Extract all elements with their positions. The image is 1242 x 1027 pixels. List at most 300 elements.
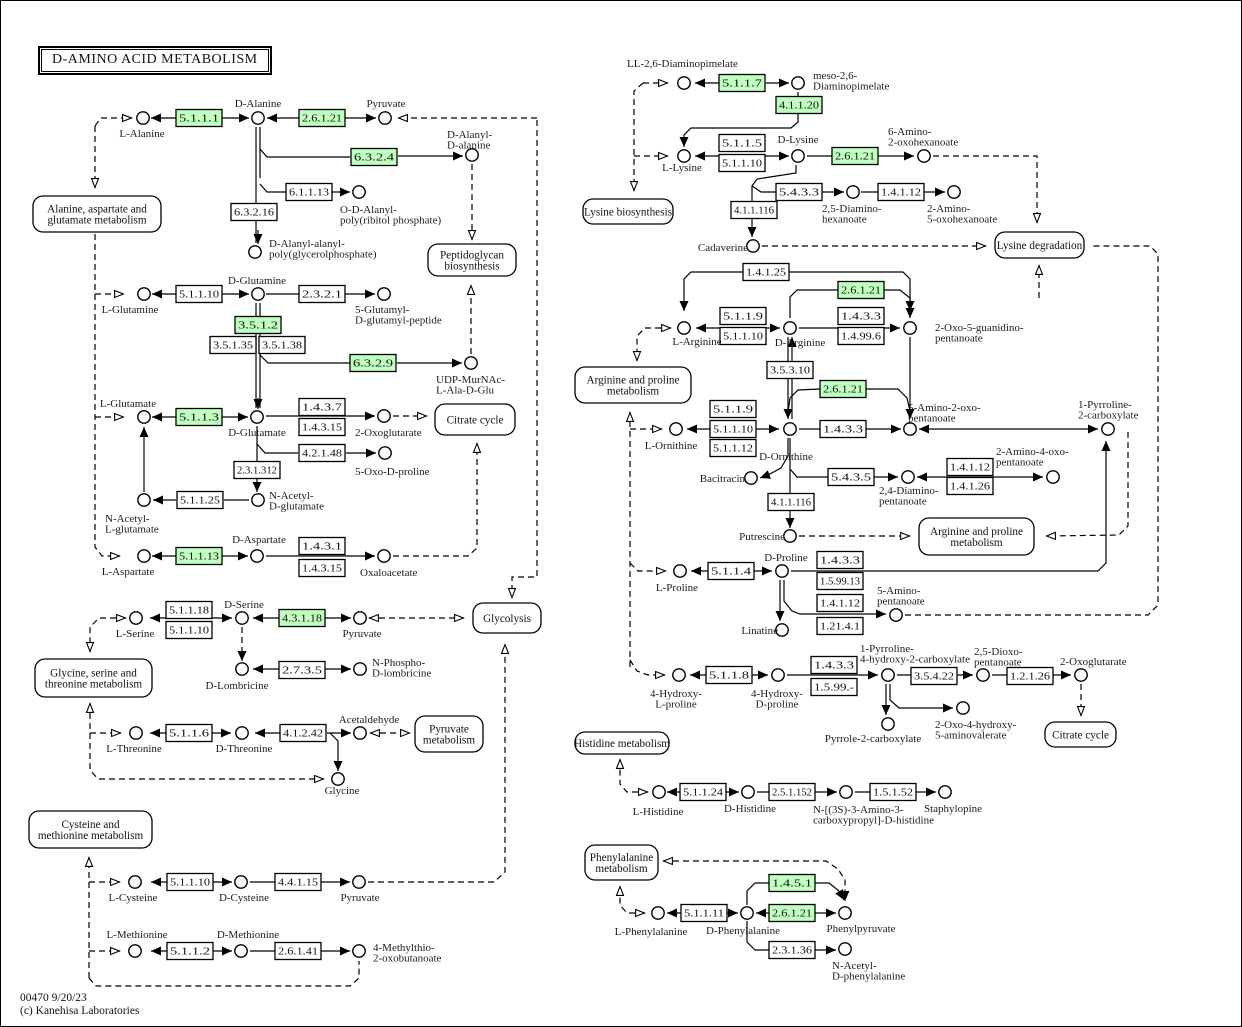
pathway-box-lysine-degradation[interactable]: [995, 232, 1084, 258]
label-l-lysine: L-Lysine: [662, 162, 702, 174]
edge: [637, 328, 671, 361]
compound-node-d-threonine[interactable]: [236, 727, 248, 739]
enzyme-box-5.1.1.8[interactable]: [706, 667, 752, 684]
enzyme-box-1.4.1.12[interactable]: [878, 184, 924, 201]
enzyme-ec-number: 2.6.1.21: [823, 384, 863, 396]
edge: [752, 186, 776, 192]
enzyme-ec-number: 1.4.3.3: [814, 660, 854, 672]
pathway-box-lysine-biosynthesis[interactable]: [583, 199, 673, 224]
compound-node-4-hydroxy-l-proline[interactable]: [673, 669, 685, 681]
enzyme-box-1.4.1.12[interactable]: [947, 459, 993, 476]
label-pyrrole-2-carboxylate: Pyrrole-2-carboxylate: [824, 733, 922, 745]
compound-node-d-lombricine[interactable]: [236, 663, 248, 675]
label-2-oxoglutarate: 2-Oxoglutarate: [1060, 656, 1127, 668]
label-2-oxoglutarate: 2-Oxoglutarate: [355, 427, 422, 439]
enzyme-ec-number: 1.4.3.3: [841, 311, 881, 323]
edge: [890, 684, 953, 708]
enzyme-box-5.1.1.10[interactable]: [710, 421, 756, 438]
enzyme-box-5.1.1.10[interactable]: [720, 328, 766, 345]
enzyme-box-5.1.1.3[interactable]: [176, 409, 222, 426]
pathway-box-label: metabolism: [422, 734, 476, 747]
edge: [89, 961, 359, 986]
compound-node-2-oxo-4-hydroxy-5-aminovalerate[interactable]: [957, 702, 969, 714]
enzyme-ec-number: 5.1.1.11: [684, 908, 724, 920]
label-2-oxo-4-hydroxy: 2-Oxo-4-hydroxy-5-aminovalerate: [935, 719, 1017, 742]
enzyme-ec-number: 4.2.1.48: [302, 448, 342, 460]
enzyme-ec-number: 1.4.5.1: [772, 878, 812, 890]
enzyme-box-4.1.1.20[interactable]: [776, 97, 822, 114]
enzyme-box-5.1.1.10[interactable]: [176, 286, 222, 303]
pathway-box-glycine-serine-and-threonine-metabolism[interactable]: [35, 659, 152, 697]
compound-node-d-lysine[interactable]: [792, 150, 804, 162]
pathway-box-label: Glycolysis: [483, 612, 531, 625]
enzyme-box-2.6.1.21[interactable]: [838, 282, 884, 299]
edge: [788, 389, 820, 412]
enzyme-box-6.3.2.16[interactable]: [231, 204, 277, 221]
compound-node-n-acetyl-d-glutamate[interactable]: [252, 494, 264, 506]
compound-node-acetaldehyde[interactable]: [354, 727, 366, 739]
enzyme-box-3.5.1.35[interactable]: [210, 337, 256, 354]
pathway-box-label: biosynthesis: [444, 260, 500, 273]
enzyme-box-2.7.3.5[interactable]: [279, 662, 325, 679]
enzyme-box-1.4.3.7[interactable]: [299, 399, 345, 416]
label-6-amino: 6-Amino-2-oxohexanoate: [888, 126, 959, 149]
compound-node-2-amino-5-oxohexanoate[interactable]: [948, 186, 960, 198]
enzyme-box-1.4.3.3[interactable]: [811, 657, 857, 674]
compound-node-l-glutamine[interactable]: [138, 288, 150, 300]
compound-node-glycine[interactable]: [332, 773, 344, 785]
compound-node-d-histidine[interactable]: [742, 786, 754, 798]
compound-node-pyruvate-3[interactable]: [353, 876, 365, 888]
pathway-box-label: metabolism: [950, 536, 1003, 549]
label-udp-murnac: UDP-MurNAc-L-Ala-D-Glu: [436, 374, 506, 397]
enzyme-ec-number: 5.1.1.10: [713, 424, 753, 436]
enzyme-ec-number: 6.1.1.13: [289, 187, 329, 199]
enzyme-box-2.6.1.21[interactable]: [832, 148, 878, 165]
enzyme-box-5.1.1.13[interactable]: [176, 548, 222, 565]
compound-node-4-hydroxy-d-proline[interactable]: [772, 669, 784, 681]
enzyme-ec-number: 1.4.3.1: [302, 541, 342, 553]
enzyme-box-3.5.3.10[interactable]: [767, 362, 813, 379]
compound-node-2-5-dioxo-pentanoate[interactable]: [977, 669, 989, 681]
enzyme-box-2.6.1.21[interactable]: [299, 110, 345, 127]
compound-node-6-amino-2-oxohexanoate[interactable]: [918, 150, 930, 162]
compound-node-2-oxo-5-guanidino-pentanoate[interactable]: [904, 322, 916, 334]
compound-node-1-pyrroline-4-hydroxy-2-carboxylate[interactable]: [882, 669, 894, 681]
compound-node-5-amino-pentanoate[interactable]: [890, 609, 902, 621]
enzyme-ec-number: 2.5.1.152: [772, 787, 812, 799]
compound-node-staphylopine[interactable]: [939, 786, 951, 798]
enzyme-ec-number: 1.5.1.52: [873, 787, 913, 799]
enzyme-box-1.4.1.26[interactable]: [947, 478, 993, 495]
compound-node-d-alanyl-alanyl-poly-glycerolphosphate[interactable]: [249, 246, 261, 258]
pathway-box-label: Citrate cycle: [1052, 729, 1109, 742]
edge: [866, 389, 910, 411]
pathway-box-citrate-cycle[interactable]: [435, 404, 515, 435]
enzyme-box-5.4.3.3[interactable]: [776, 184, 822, 201]
enzyme-box-5.1.1.1[interactable]: [176, 110, 222, 127]
label-d-alanine: D-Alanine: [234, 98, 282, 110]
enzyme-box-2.6.1.21[interactable]: [820, 381, 866, 398]
enzyme-box-2.3.2.1[interactable]: [299, 286, 345, 303]
compound-node-2-oxoglutarate-left[interactable]: [378, 410, 390, 422]
compound-node-n-acetyl-d-phenylalanine[interactable]: [839, 943, 851, 955]
compound-node-1-pyrroline-2-carboxylate[interactable]: [1102, 423, 1114, 435]
label-2-oxo-5-guanidino: 2-Oxo-5-guanidino-pentanoate: [935, 322, 1024, 345]
enzyme-box-5.1.1.10[interactable]: [166, 622, 212, 639]
label-n-3s-3-amino-3: N-[(3S)-3-Amino-3-carboxypropyl]-D-histidine: [813, 804, 934, 827]
map-footer: [20, 992, 139, 1018]
enzyme-ec-number: 6.3.2.4: [354, 152, 396, 164]
compound-node-l-aspartate[interactable]: [138, 550, 150, 562]
compound-node-l-alanine[interactable]: [137, 112, 149, 124]
compound-node-n-acetyl-l-glutamate[interactable]: [138, 494, 150, 506]
label-oxaloacetate: Oxaloacetate: [360, 567, 418, 579]
enzyme-ec-number: 1.4.3.15: [302, 563, 342, 575]
enzyme-ec-number: 2.6.1.21: [302, 113, 342, 125]
compound-node-oxaloacetate[interactable]: [378, 550, 390, 562]
enzyme-box-4.2.1.48[interactable]: [299, 445, 345, 462]
pathway-box-glycolysis[interactable]: [473, 603, 541, 633]
compound-node-d-glutamate[interactable]: [251, 411, 263, 423]
compound-node-d-methionine[interactable]: [235, 945, 247, 957]
label-5-oxo-d-proline: 5-Oxo-D-proline: [355, 466, 430, 478]
compound-node-d-alanine[interactable]: [252, 112, 264, 124]
compound-node-l-lysine[interactable]: [678, 150, 690, 162]
label-l-aspartate: L-Aspartate: [101, 566, 155, 578]
compound-node-l-histidine[interactable]: [653, 786, 665, 798]
pathway-box-peptidoglycan-biosynthesis[interactable]: [428, 244, 516, 276]
compound-node-l-arginine[interactable]: [678, 322, 690, 334]
label-l-glutamine: L-Glutamine: [101, 304, 159, 316]
compound-node-l-phenylalanine[interactable]: [652, 907, 664, 919]
enzyme-ec-number: 2.7.3.5: [282, 665, 322, 677]
label-l-histidine: L-Histidine: [632, 806, 684, 818]
label-n-phospho: N-Phospho-D-lombricine: [372, 657, 432, 680]
enzyme-box-3.5.1.2[interactable]: [235, 317, 281, 334]
label-d-cysteine: D-Cysteine: [218, 892, 270, 904]
compound-node-cadaverine[interactable]: [747, 240, 759, 252]
label-2-4-diamino: 2,4-Diamino-pentanoate: [879, 485, 939, 508]
pathway-box-label: metabolism: [595, 862, 648, 875]
edge: [257, 444, 298, 453]
enzyme-box-5.1.1.9[interactable]: [720, 308, 766, 325]
compound-node-pyruvate-1[interactable]: [379, 112, 391, 124]
enzyme-ec-number: 1.4.1.26: [950, 481, 990, 493]
label-linatine: Linatine: [741, 625, 778, 637]
label-meso-2-6: meso-2,6-Diaminopimelate: [813, 70, 890, 93]
edge: [634, 83, 643, 191]
copyright-text: (c) Kanehisa Laboratories: [20, 1005, 140, 1017]
enzyme-box-2.6.1.41[interactable]: [275, 943, 321, 960]
enzyme-box-3.5.4.22[interactable]: [911, 668, 957, 685]
enzyme-ec-number: 1.5.99.-: [814, 682, 855, 694]
compound-node-pyrrole-2-carboxylate[interactable]: [882, 718, 894, 730]
enzyme-ec-number: 1.2.1.26: [1010, 671, 1050, 683]
enzyme-box-5.1.1.9[interactable]: [710, 401, 756, 418]
enzyme-ec-number: 5.1.1.1: [179, 113, 219, 125]
enzyme-ec-number: 3.5.1.35: [213, 340, 253, 352]
compound-node-d-serine[interactable]: [236, 612, 248, 624]
enzyme-ec-number: 2.6.1.41: [278, 946, 318, 958]
edge: [663, 861, 845, 901]
enzyme-ec-number: 1.4.1.12: [881, 187, 921, 199]
compound-node-5-amino-2-oxo-pentanoate[interactable]: [904, 423, 916, 435]
enzyme-box-5.1.1.6[interactable]: [166, 725, 212, 742]
enzyme-box-6.3.2.4[interactable]: [351, 149, 397, 166]
label-d-threonine: D-Threonine: [215, 743, 273, 755]
edge: [512, 120, 537, 598]
pathway-box-cysteine-and-methionine-metabolism[interactable]: [29, 811, 152, 848]
enzyme-ec-number: 1.4.3.3: [820, 555, 860, 567]
compound-node-5-glutamyl-d-glutamyl-peptide[interactable]: [378, 288, 390, 300]
enzyme-ec-number: 6.3.2.9: [353, 358, 393, 370]
enzyme-ec-number: 5.4.3.3: [779, 187, 819, 199]
compound-node-putrescine[interactable]: [784, 530, 796, 542]
pathway-box-label: Citrate cycle: [446, 414, 504, 427]
pathway-box-arginine-and-proline-metabolism[interactable]: [575, 367, 691, 403]
label-d-ornithine: D-Ornithine: [759, 451, 813, 463]
label-5-amino-2-oxo: 5-Amino-2-oxo-pentanoate: [908, 402, 981, 425]
compound-node-2-5-diamino-hexanoate[interactable]: [847, 186, 859, 198]
enzyme-box-1.4.1.25[interactable]: [743, 264, 789, 281]
label-5-glutamyl: 5-Glutamyl-D-glutamyl-peptide: [355, 304, 442, 327]
enzyme-box-3.5.1.38[interactable]: [259, 337, 305, 354]
enzyme-box-4.4.1.15[interactable]: [275, 874, 321, 891]
label-bacitracin: Bacitracin: [699, 473, 745, 485]
label-acetaldehyde: Acetaldehyde: [338, 714, 400, 726]
enzyme-box-1.5.99.13[interactable]: [817, 573, 863, 590]
compound-node-2-amino-4-oxo-pentanoate[interactable]: [1047, 471, 1059, 483]
enzyme-box-5.1.1.18[interactable]: [166, 602, 212, 619]
label-d-glutamine: D-Glutamine: [227, 275, 287, 287]
compound-node-d-arginine[interactable]: [784, 322, 796, 334]
enzyme-box-5.1.1.4[interactable]: [708, 563, 754, 580]
edge: [620, 886, 645, 913]
label-n-acetyl: N-Acetyl-D-glutamate: [269, 490, 324, 513]
compound-node-l-glutamate[interactable]: [138, 411, 150, 423]
enzyme-box-6.3.2.9[interactable]: [350, 355, 396, 372]
enzyme-box-1.4.3.3[interactable]: [838, 308, 884, 325]
compound-node-l-methionine[interactable]: [129, 945, 141, 957]
enzyme-ec-number: 5.1.1.5: [722, 138, 762, 150]
enzyme-ec-number: 2.3.1.312: [237, 465, 277, 477]
compound-node-d-cysteine[interactable]: [235, 876, 247, 888]
label-l-alanine: L-Alanine: [119, 128, 165, 140]
enzyme-box-4.1.1.116[interactable]: [768, 494, 814, 511]
compound-node-l-threonine[interactable]: [130, 727, 142, 739]
compound-node-phenylpyruvate[interactable]: [839, 907, 851, 919]
enzyme-ec-number: 5.1.1.10: [170, 877, 210, 889]
enzyme-ec-number: 4.1.2.42: [283, 728, 323, 740]
enzyme-box-4.3.1.18[interactable]: [279, 610, 325, 627]
enzyme-box-1.5.1.52[interactable]: [870, 784, 916, 801]
pathway-box-label: Histidine metabolism: [573, 737, 671, 750]
enzyme-ec-number: 5.1.1.6: [169, 728, 209, 740]
edge: [368, 644, 505, 882]
label-cadaverine: Cadaverine: [697, 242, 748, 254]
label-d-lysine: D-Lysine: [777, 134, 819, 146]
pathway-box-label: Pyruvate: [429, 723, 469, 736]
enzyme-box-5.1.1.5[interactable]: [719, 135, 765, 152]
pathway-box-label: Peptidoglycan: [439, 249, 505, 262]
compound-node-ll-2-6-diaminopimelate[interactable]: [678, 77, 690, 89]
edge: [620, 759, 648, 792]
enzyme-ec-number: 4.1.1.116: [771, 497, 811, 509]
enzyme-box-1.4.3.1[interactable]: [299, 538, 345, 555]
enzyme-box-5.1.1.10[interactable]: [719, 155, 765, 172]
compound-node-udp-murnac-l-ala-d-glu[interactable]: [465, 357, 477, 369]
pathway-box-label: metabolism: [606, 385, 660, 398]
compound-node-n-3s-3-amino-3-carboxypropyl-d-histidine[interactable]: [840, 786, 852, 798]
edge: [630, 563, 666, 571]
pathway-box-arginine-and-proline-metabolism[interactable]: [919, 518, 1034, 555]
label-phenylpyruvate: Phenylpyruvate: [826, 923, 896, 935]
compound-node-l-serine[interactable]: [130, 612, 142, 624]
compound-node-2-4-diamino-pentanoate[interactable]: [902, 471, 914, 483]
label-putrescine: Putrescine: [739, 531, 785, 543]
enzyme-box-1.2.1.26[interactable]: [1007, 668, 1053, 685]
enzyme-box-1.4.99.6[interactable]: [838, 328, 884, 345]
enzyme-box-6.1.1.13[interactable]: [286, 184, 332, 201]
compound-node-d-aspartate[interactable]: [251, 550, 263, 562]
pathway-box-label: threonine metabolism: [44, 678, 143, 691]
compound-node-d-ornithine[interactable]: [784, 423, 796, 435]
edge: [790, 469, 829, 477]
edge: [330, 733, 338, 771]
label-5-amino: 5-Amino-pentanoate: [877, 585, 925, 608]
compound-node-pyruvate-2[interactable]: [354, 612, 366, 624]
compound-node-d-glutamine[interactable]: [252, 288, 264, 300]
pathway-box-label: Alanine, aspartate and: [47, 203, 147, 216]
enzyme-ec-number: 5.1.1.9: [723, 311, 763, 323]
label-ll-2-6-diaminopimelate: LL-2,6-Diaminopimelate: [627, 58, 738, 70]
label-d-alanyl-alanyl: D-Alanyl-alanyl-poly(glycerolphosphate): [269, 238, 377, 261]
compound-node-o-d-alanyl-poly-ribitol-phosphate[interactable]: [353, 186, 365, 198]
enzyme-ec-number: 2.6.1.21: [772, 908, 812, 920]
enzyme-ec-number: 5.1.1.10: [179, 289, 219, 301]
map-title-box: [38, 46, 272, 75]
label-n-acetyl: N-Acetyl-D-phenylalanine: [832, 960, 906, 983]
pathway-box-label: methionine metabolism: [37, 829, 144, 842]
pathway-box-citrate-cycle[interactable]: [1045, 722, 1116, 747]
label-d-alanyl: D-Alanyl-D-alanine: [447, 129, 493, 152]
compound-node-2-oxoglutarate-right[interactable]: [1075, 669, 1087, 681]
enzyme-box-5.4.3.5[interactable]: [828, 469, 874, 486]
enzyme-ec-number: 1.4.99.6: [841, 331, 881, 343]
enzyme-ec-number: 5.1.1.7: [722, 78, 762, 90]
enzyme-box-4.1.1.116[interactable]: [731, 202, 777, 219]
enzyme-ec-number: 5.1.1.24: [683, 787, 724, 799]
enzyme-box-1.4.1.12[interactable]: [817, 595, 863, 612]
label-l-serine: L-Serine: [115, 628, 155, 640]
enzyme-box-4.1.2.42[interactable]: [280, 725, 326, 742]
edge: [393, 443, 477, 556]
compound-node-bacitracin[interactable]: [745, 472, 757, 484]
compound-node-l-ornithine[interactable]: [670, 423, 682, 435]
enzyme-box-1.4.3.3[interactable]: [817, 552, 863, 569]
enzyme-box-2.3.1.312[interactable]: [234, 462, 280, 479]
edge: [630, 660, 665, 675]
enzyme-box-5.1.1.11[interactable]: [681, 905, 727, 922]
label-l-glutamate: L-Glutamate: [99, 398, 157, 410]
label-d-glutamate: D-Glutamate: [228, 427, 286, 439]
compound-node-d-proline[interactable]: [776, 565, 788, 577]
edge: [95, 234, 120, 556]
enzyme-box-5.1.1.24[interactable]: [680, 784, 726, 801]
label-d-phenylalanine: D-Phenylalanine: [706, 925, 780, 937]
edge: [260, 149, 350, 157]
pathway-box-phenylalanine-metabolism[interactable]: [585, 845, 658, 880]
enzyme-box-1.4.3.3[interactable]: [820, 421, 866, 438]
enzyme-ec-number: 2.3.2.1: [302, 289, 342, 301]
enzyme-box-5.1.1.12[interactable]: [710, 440, 756, 457]
enzyme-ec-number: 4.1.1.116: [734, 205, 774, 217]
enzyme-box-2.3.1.36[interactable]: [769, 942, 815, 959]
label-1-pyrroline: 1-Pyrroline-2-carboxylate: [1078, 399, 1139, 422]
label-d-serine: D-Serine: [224, 599, 264, 611]
enzyme-box-2.6.1.21[interactable]: [769, 905, 815, 922]
compound-node-5-oxo-d-proline[interactable]: [379, 447, 391, 459]
enzyme-ec-number: 5.1.1.3: [179, 412, 219, 424]
pathway-box-histidine-metabolism[interactable]: [574, 732, 670, 754]
compound-node-l-proline[interactable]: [674, 565, 686, 577]
enzyme-box-1.4.3.15[interactable]: [299, 560, 345, 577]
enzyme-box-1.5.99.-[interactable]: [811, 679, 857, 696]
enzyme-box-1.21.4.1[interactable]: [817, 618, 863, 635]
edge: [95, 118, 132, 126]
enzyme-ec-number: 5.1.1.10: [169, 625, 209, 637]
enzyme-box-2.5.1.152[interactable]: [769, 784, 815, 801]
compound-node-n-phospho-d-lombricine[interactable]: [354, 663, 366, 675]
enzyme-box-1.4.5.1[interactable]: [769, 875, 815, 892]
label-2-amino: 2-Amino-5-oxohexanoate: [927, 203, 998, 226]
enzyme-box-5.1.1.10[interactable]: [167, 874, 213, 891]
compound-node-meso-2-6-diaminopimelate[interactable]: [792, 77, 804, 89]
enzyme-ec-number: 5.1.1.10: [723, 331, 763, 343]
enzyme-ec-number: 2.6.1.21: [835, 151, 875, 163]
pathway-box-alanine-aspartate-and-glutamate-metabolism[interactable]: [33, 196, 161, 232]
enzyme-ec-number: 5.1.1.18: [169, 605, 209, 617]
enzyme-box-5.1.1.7[interactable]: [719, 75, 765, 92]
label-d-histidine: D-Histidine: [724, 803, 776, 815]
pathway-box-pyruvate-metabolism[interactable]: [415, 716, 483, 752]
enzyme-box-5.1.1.2[interactable]: [167, 943, 213, 960]
enzyme-ec-number: 1.5.99.13: [820, 576, 860, 588]
enzyme-ec-number: 3.5.1.2: [238, 320, 278, 332]
enzyme-ec-number: 1.4.1.12: [820, 598, 860, 610]
enzyme-ec-number: 5.1.1.9: [713, 404, 753, 416]
enzyme-ec-number: 5.1.1.10: [722, 158, 762, 170]
label-l-ornithine: L-Ornithine: [644, 440, 698, 452]
label-glycine: Glycine: [324, 785, 360, 797]
pathway-box-label: glutamate metabolism: [47, 214, 147, 227]
label-l-proline: L-Proline: [655, 582, 699, 594]
label-1-pyrroline: 1-Pyrroline-4-hydroxy-2-carboxylate: [860, 643, 970, 666]
label-d-arginine: D-Arginine: [774, 337, 826, 349]
enzyme-box-1.4.3.15[interactable]: [299, 419, 345, 436]
enzyme-ec-number: 5.1.1.13: [179, 551, 219, 563]
compound-node-l-cysteine[interactable]: [129, 876, 141, 888]
enzyme-box-5.1.1.25[interactable]: [177, 492, 223, 509]
enzyme-ec-number: 5.4.3.5: [831, 472, 871, 484]
enzyme-ec-number: 3.5.4.22: [914, 671, 954, 683]
label-l-methionine: L-Methionine: [106, 929, 168, 941]
compound-node-4-methylthio-2-oxobutanoate[interactable]: [353, 945, 365, 957]
edge: [905, 246, 1158, 615]
compound-node-d-phenylalanine[interactable]: [741, 907, 753, 919]
enzyme-ec-number: 5.1.1.4: [711, 566, 753, 578]
